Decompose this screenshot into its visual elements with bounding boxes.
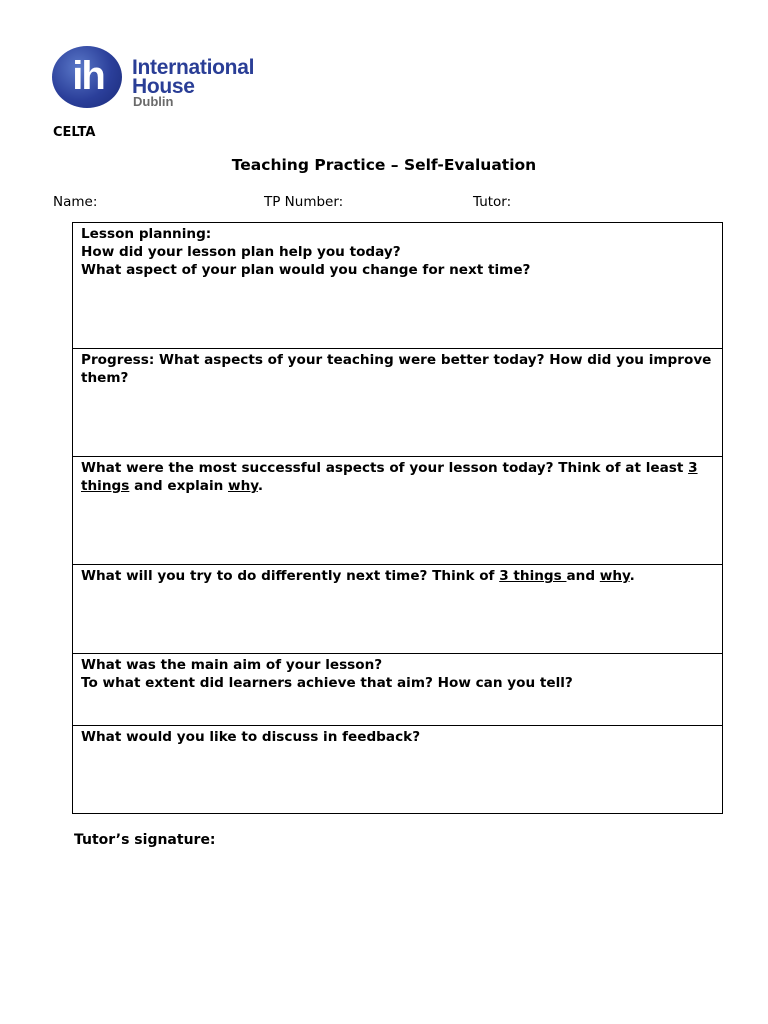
question-text: To what extent did learners achieve that aim? How can you tell? bbox=[81, 675, 573, 691]
ih-logo-circle bbox=[52, 46, 122, 108]
evaluation-table bbox=[72, 222, 723, 814]
course-label: CELTA bbox=[53, 125, 96, 140]
name-label: Name: bbox=[53, 194, 98, 210]
section-successful-aspects[interactable] bbox=[73, 457, 722, 565]
international-house-logo bbox=[52, 46, 270, 110]
question-text: What would you like to discuss in feedback? bbox=[81, 729, 421, 745]
page-title: Teaching Practice – Self-Evaluation bbox=[231, 156, 537, 174]
logo-text-international: International bbox=[132, 56, 255, 79]
underlined-emphasis: why bbox=[228, 478, 258, 494]
tutor-label: Tutor: bbox=[473, 194, 512, 210]
tp-number-label: TP Number: bbox=[264, 194, 344, 210]
underlined-emphasis: 3 things bbox=[499, 568, 567, 584]
underlined-emphasis: 3 things bbox=[81, 460, 698, 494]
logo-text-house: House bbox=[132, 75, 195, 98]
section-do-differently[interactable] bbox=[73, 565, 722, 654]
section-main-aim[interactable] bbox=[73, 654, 722, 726]
question-text: What will you try to do differently next time? Think of 3 things and why. bbox=[81, 568, 635, 584]
ih-logo-mark: ih bbox=[72, 54, 104, 98]
section-feedback[interactable] bbox=[73, 726, 722, 813]
logo-text-dublin: Dublin bbox=[133, 94, 174, 109]
tutor-signature-label: Tutor’s signature: bbox=[74, 832, 216, 848]
question-text: What aspect of your plan would you change for next time? bbox=[81, 262, 531, 278]
question-text: Progress: What aspects of your teaching were better today? How did you improve them? bbox=[81, 352, 712, 386]
section-heading: Lesson planning: bbox=[81, 226, 212, 242]
underlined-emphasis: why bbox=[599, 568, 630, 584]
section-lesson-planning[interactable] bbox=[73, 223, 722, 349]
question-text: What were the most successful aspects of your lesson today? Think of at least 3 things and explain why. bbox=[81, 460, 698, 494]
question-text: What was the main aim of your lesson? bbox=[81, 657, 383, 673]
question-text: How did your lesson plan help you today? bbox=[81, 244, 401, 260]
section-progress[interactable] bbox=[73, 349, 722, 457]
